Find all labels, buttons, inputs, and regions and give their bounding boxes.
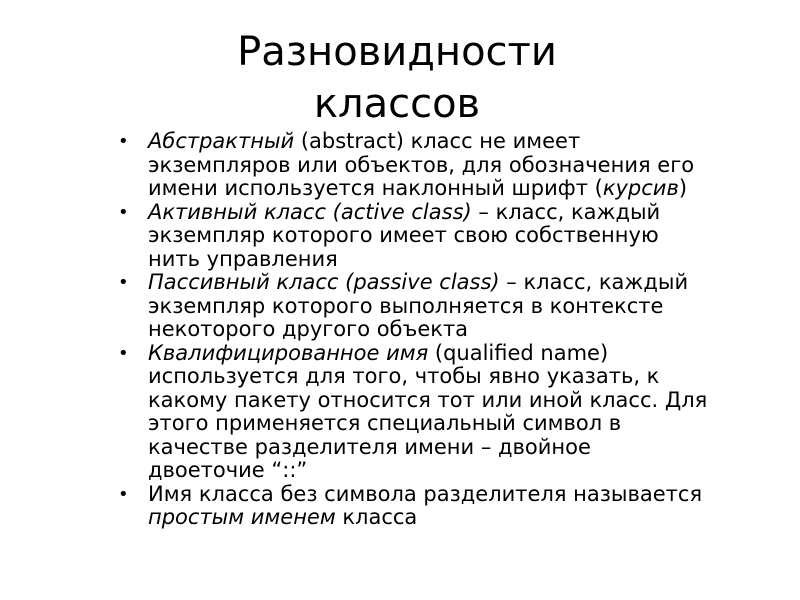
text-segment: ): [678, 176, 688, 200]
italic-text: Активный класс (active class): [148, 199, 472, 224]
bullet-item: [118, 201, 798, 272]
bullet-icon: •: [118, 272, 129, 293]
text-segment: (abstract) класс не имеет экземпляров или объектов, для обозначения его имени используется наклонный шрифт (: [148, 129, 695, 200]
bullet-item: [118, 483, 798, 530]
bullet-icon: •: [118, 483, 129, 505]
italic-text: простым именем: [148, 505, 336, 529]
italic-text: курсив: [602, 176, 679, 200]
italic-text: Абстрактный: [148, 129, 295, 153]
text-segment: – класс, каждый экземпляр которого выполняется в контексте некоторого другого объекта: [148, 270, 689, 341]
italic-text: Квалифицированное имя: [148, 340, 429, 365]
bullet-item: [118, 271, 798, 342]
text-segment: класса: [335, 505, 418, 529]
italic-text: Пассивный класс (passive class): [148, 270, 500, 294]
bullet-item: [118, 342, 798, 483]
bullet-icon: •: [118, 201, 129, 223]
text-segment: – класс, каждый экземпляр которого имеет свою собственную нить управления: [148, 199, 661, 271]
bullet-icon: •: [118, 342, 129, 364]
text-segment: (qualified name) используется для того, чтобы явно указать, к какому пакету относится тот или иной класс. Для этого применяется специальный символ в качестве разделителя имени – двойное двоеточие “::”: [148, 340, 708, 482]
bullet-icon: •: [118, 131, 129, 152]
bullet-list: [118, 130, 798, 530]
slide-title: Разновидности классов: [237, 29, 557, 127]
text-segment: Имя класса без символа разделителя называется: [148, 481, 703, 506]
bullet-item: [118, 130, 798, 201]
